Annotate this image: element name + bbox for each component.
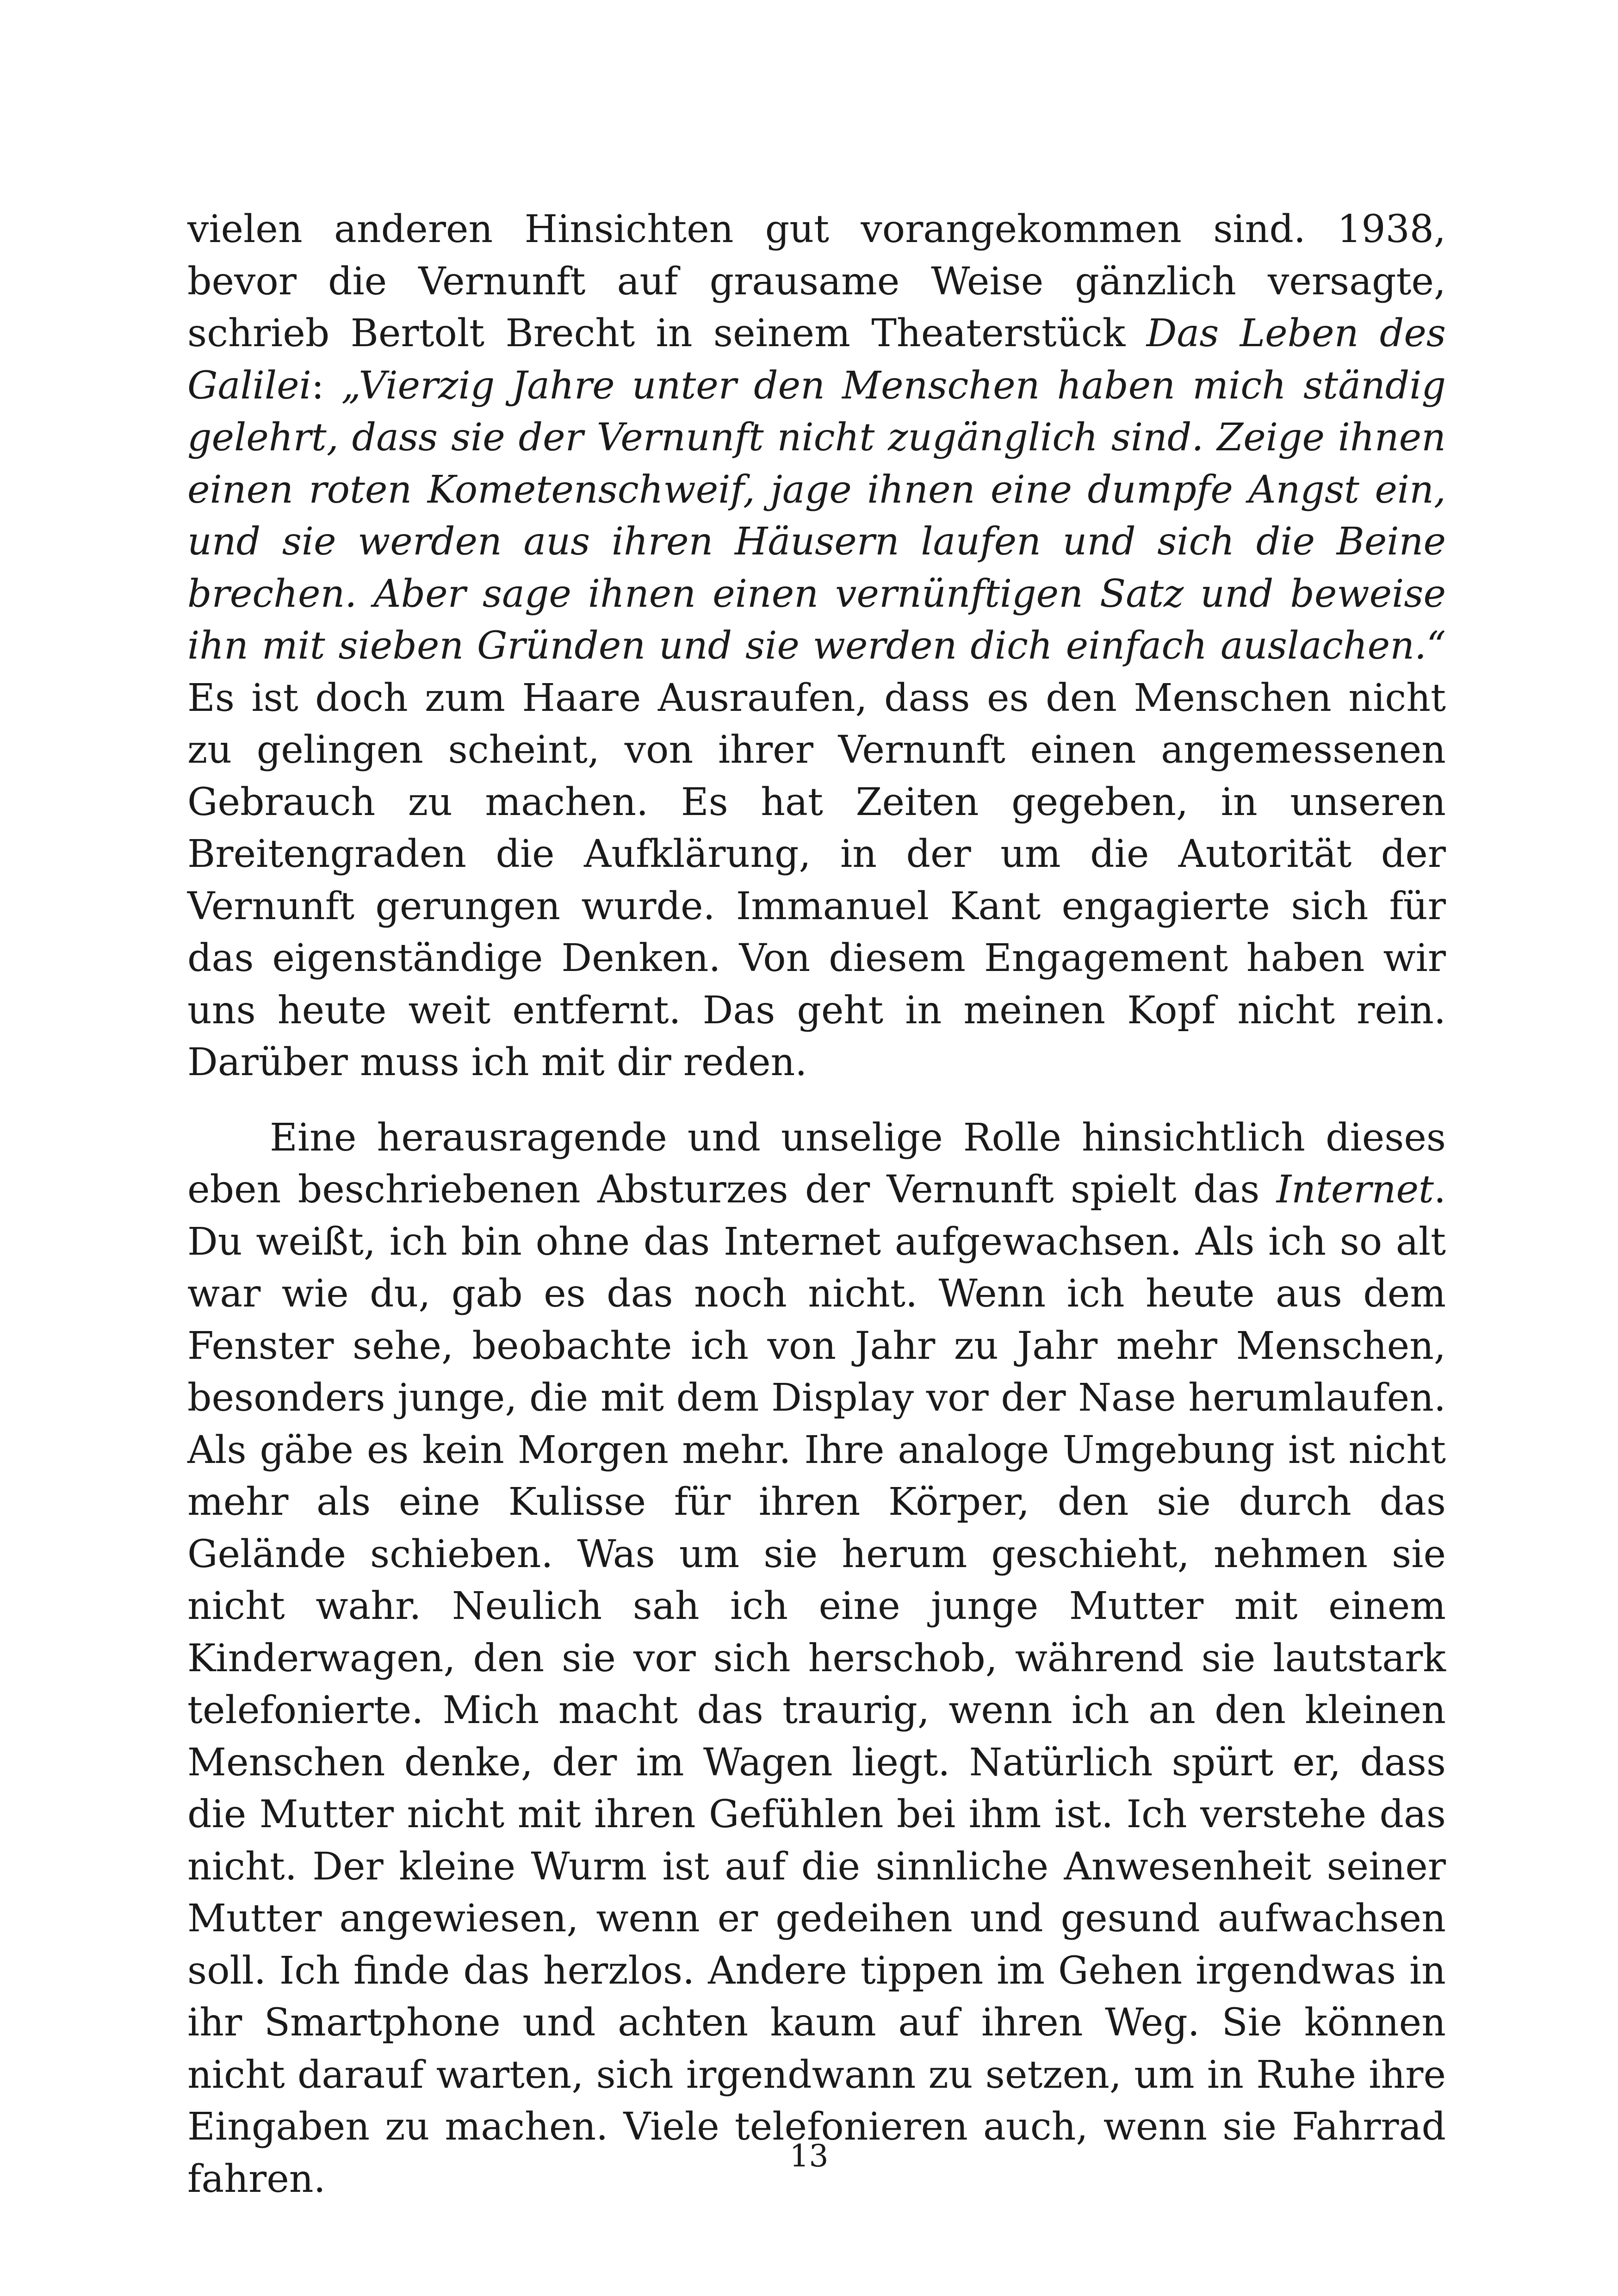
- paragraph-1: [187, 204, 1446, 1089]
- text-segment: Es ist doch zum Haare Ausraufen, dass es den Menschen nicht zu gelingen scheint, von ihrer Vernunft einen angemessenen Gebrauch zu machen. Es hat Zeiten gegeben, in unseren Breitengraden die Aufklärung, in der um die Autorität der Vernunft gerungen wurde. Immanuel Kant engagierte sich für das eigenständige Denken. Von diesem Engagement haben wir uns heute weit entfernt. Das geht in meinen Kopf nicht rein. Darüber muss ich mit dir reden.: [187, 676, 1446, 1084]
- play-title: Das Leben des Galilei: [187, 311, 1446, 408]
- text-segment: :: [311, 363, 341, 408]
- text-segment: Eine herausragende und unselige Rolle hinsichtlich dieses eben beschriebenen Absturzes der Vernunft spielt das: [187, 1115, 1446, 1212]
- internet-emphasis: Internet: [1276, 1168, 1434, 1212]
- paragraph-2: [187, 1112, 1446, 2206]
- body-text: [187, 204, 1446, 2205]
- text-segment: vielen anderen Hinsichten gut vorangekommen sind. 1938, bevor die Vernunft auf grausame Weise gänzlich versagte, schrieb Bertolt Brecht in seinem Theaterstück: [187, 207, 1446, 355]
- text-segment: . Du weißt, ich bin ohne das Internet aufgewachsen. Als ich so alt war wie du, gab es das noch nicht. Wenn ich heute aus dem Fenster sehe, beobachte ich von Jahr zu Jahr mehr Menschen, besonders junge, die mit dem Display vor der Nase herumlaufen. Als gäbe es kein Morgen mehr. Ihre analoge Umgebung ist nicht mehr als eine Kulisse für ihren Körper, den sie durch das Gelände schieben. Was um sie herum geschieht, nehmen sie nicht wahr. Neulich sah ich eine junge Mutter mit einem Kinderwagen, den sie vor sich herschob, während sie lautstark telefonierte. Mich macht das traurig, wenn ich an den kleinen Menschen denke, der im Wagen liegt. Natürlich spürt er, dass die Mutter nicht mit ihren Gefühlen bei ihm ist. Ich verstehe das nicht. Der kleine Wurm ist auf die sinnliche Anwesenheit seiner Mutter angewiesen, wenn er gedeihen und gesund aufwachsen soll. Ich finde das herzlos. Andere tippen im Gehen irgendwas in ihr Smartphone und achten kaum auf ihren Weg. Sie können nicht darauf warten, sich irgendwann zu setzen, um in Ruhe ihre Eingaben zu machen. Viele telefonieren auch, wenn sie Fahrrad fahren.: [187, 1168, 1446, 2201]
- galilei-quote: „Vierzig Jahre unter den Menschen haben mich ständig gelehrt, dass sie der Vernunft nicht zugänglich sind. Zeige ihnen einen roten Kometenschweif, jage ihnen eine dumpfe Angst ein, und sie werden aus ihren Häusern laufen und sich die Beine brechen. Aber sage ihnen einen vernünftigen Satz und beweise ihn mit sieben Gründen und sie werden dich einfach auslachen.“: [187, 363, 1446, 668]
- page-number: 13: [789, 2138, 829, 2174]
